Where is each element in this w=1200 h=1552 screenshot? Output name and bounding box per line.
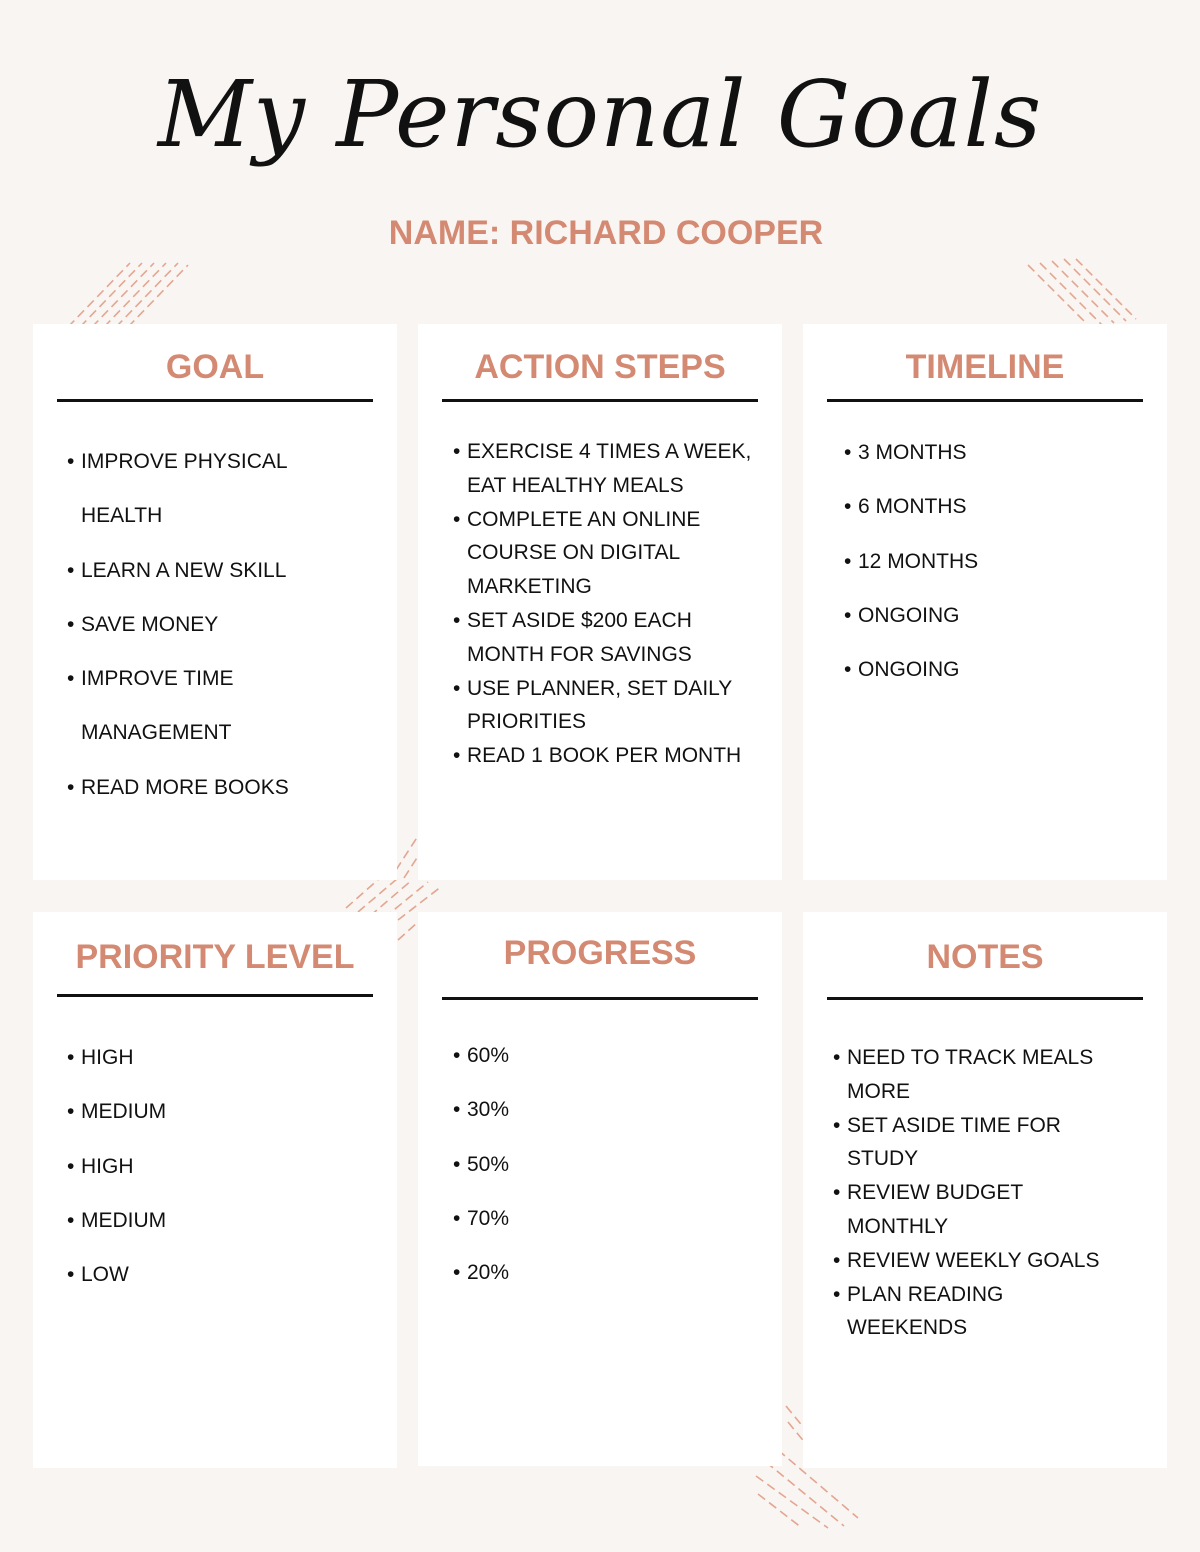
notes-heading: NOTES [926, 938, 1044, 976]
goal-divider [57, 399, 373, 402]
goal-item: • READ MORE BOOKS [67, 761, 387, 815]
priority-level-divider [57, 994, 373, 997]
priority-item: • MEDIUM [67, 1194, 367, 1248]
progress-card [418, 912, 782, 1466]
priority-item: • HIGH [67, 1031, 367, 1085]
note-item: • SET ASIDE TIME FOR STUDY [833, 1109, 1123, 1177]
action-steps-heading: ACTION STEPS [474, 348, 726, 386]
timeline-heading: TIMELINE [905, 348, 1065, 386]
timeline-item: • 3 MONTHS [844, 426, 1144, 480]
goal-item-continuation: HEALTH [81, 504, 163, 528]
progress-item: • 60% [453, 1029, 753, 1083]
page-title: My Personal Goals [157, 61, 1043, 168]
note-item: • NEED TO TRACK MEALS MORE [833, 1041, 1123, 1109]
priority-level-heading: PRIORITY LEVEL [75, 938, 355, 976]
note-item: • REVIEW BUDGET MONTHLY [833, 1176, 1123, 1244]
priority-level-list [67, 1031, 367, 1302]
priority-level-card [33, 912, 397, 1468]
timeline-card [803, 324, 1167, 880]
progress-item: • 30% [453, 1083, 753, 1137]
action-step-item: • USE PLANNER, SET DAILY PRIORITIES [453, 672, 753, 740]
progress-item: • 20% [453, 1246, 753, 1300]
timeline-divider [827, 399, 1143, 402]
goal-list [67, 435, 387, 815]
goal-heading: GOAL [165, 348, 265, 386]
progress-item: • 50% [453, 1138, 753, 1192]
progress-divider [442, 997, 758, 1000]
timeline-item: • 6 MONTHS [844, 480, 1144, 534]
note-item: • REVIEW WEEKLY GOALS [833, 1244, 1123, 1278]
action-step-item: • COMPLETE AN ONLINE COURSE ON DIGITAL MARKETING [453, 503, 753, 604]
goal-item: • IMPROVE TIME [67, 652, 387, 706]
timeline-item: • ONGOING [844, 589, 1144, 643]
goal-item: • SAVE MONEY [67, 598, 387, 652]
action-step-item: • SET ASIDE $200 EACH MONTH FOR SAVINGS [453, 604, 753, 672]
progress-item: • 70% [453, 1192, 753, 1246]
action-step-item: • READ 1 BOOK PER MONTH [453, 739, 753, 773]
note-item: • PLAN READING WEEKENDS [833, 1278, 1123, 1346]
progress-list [453, 1029, 753, 1300]
goal-item: • IMPROVE PHYSICAL [67, 435, 387, 489]
action-steps-divider [442, 399, 758, 402]
progress-heading: PROGRESS [503, 934, 697, 972]
action-steps-list [453, 435, 753, 773]
timeline-list [844, 426, 1144, 697]
timeline-item: • 12 MONTHS [844, 535, 1144, 589]
priority-item: • LOW [67, 1248, 367, 1302]
notes-card [803, 912, 1167, 1468]
name-line: NAME: RICHARD COOPER [388, 214, 824, 252]
action-step-item: • EXERCISE 4 TIMES A WEEK, EAT HEALTHY MEALS [453, 435, 753, 503]
goal-item-continuation: MANAGEMENT [81, 721, 232, 745]
notes-list [833, 1041, 1123, 1345]
notes-divider [827, 997, 1143, 1000]
goal-card [33, 324, 397, 880]
priority-item: • MEDIUM [67, 1085, 367, 1139]
action-steps-card [418, 324, 782, 880]
priority-item: • HIGH [67, 1140, 367, 1194]
goal-item: • LEARN A NEW SKILL [67, 544, 387, 598]
hatch-decoration-top-left [60, 255, 195, 330]
timeline-item: • ONGOING [844, 643, 1144, 697]
hatch-decoration-top-right [1022, 255, 1142, 330]
